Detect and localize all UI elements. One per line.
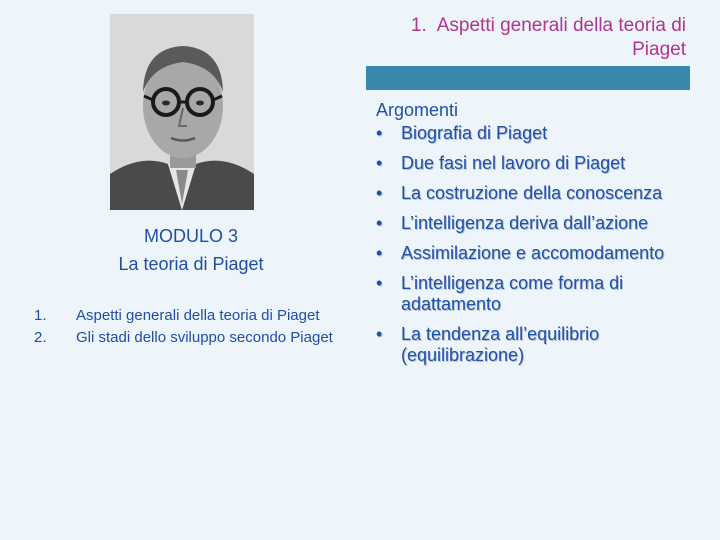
module-subtitle: La teoria di Piaget bbox=[118, 254, 264, 274]
portrait-image bbox=[110, 14, 254, 210]
topics-list bbox=[376, 123, 696, 366]
topic-item bbox=[376, 324, 696, 366]
list-item-text: Aspetti generali della teoria di Piaget bbox=[76, 307, 320, 324]
bullet-icon: • bbox=[376, 123, 383, 143]
bullet-icon: • bbox=[376, 243, 383, 263]
topic-text: La tendenza all’equilibrio (equilibrazione) bbox=[401, 324, 600, 365]
bullet-icon: • bbox=[376, 153, 383, 173]
portrait-photo bbox=[110, 14, 254, 210]
topic-item bbox=[376, 273, 696, 315]
topics-section bbox=[376, 98, 696, 375]
topic-text: L’intelligenza deriva dall’azione bbox=[401, 213, 649, 233]
topic-item bbox=[376, 213, 696, 234]
module-contents-list bbox=[34, 308, 350, 352]
slide-title bbox=[386, 14, 686, 62]
list-item-number: 1. bbox=[34, 307, 47, 324]
bullet-icon: • bbox=[376, 273, 383, 293]
list-item bbox=[34, 330, 350, 346]
topic-text: La costruzione della conoscenza bbox=[401, 183, 663, 203]
topic-text: L’intelligenza come forma di adattamento bbox=[401, 273, 624, 314]
topic-item bbox=[376, 183, 696, 204]
bullet-icon: • bbox=[376, 324, 383, 344]
topic-item bbox=[376, 123, 696, 144]
topics-heading: Argomenti bbox=[376, 100, 459, 120]
topic-text: Biografia di Piaget bbox=[401, 123, 548, 143]
module-label: MODULO 3 bbox=[143, 226, 239, 246]
topic-text: Due fasi nel lavoro di Piaget bbox=[401, 153, 626, 173]
topic-text: Assimilazione e accomodamento bbox=[401, 243, 665, 263]
topic-item bbox=[376, 243, 696, 264]
list-item bbox=[34, 308, 350, 324]
list-item-number: 2. bbox=[34, 329, 47, 346]
slide-title-number: 1. bbox=[410, 15, 427, 36]
list-item-text: Gli stadi dello sviluppo secondo Piaget bbox=[76, 329, 333, 346]
accent-bar bbox=[366, 66, 690, 90]
bullet-icon: • bbox=[376, 213, 383, 233]
slide-title-text: Aspetti generali della teoria di Piaget bbox=[436, 15, 686, 60]
module-heading bbox=[60, 222, 322, 278]
bullet-icon: • bbox=[376, 183, 383, 203]
topic-item bbox=[376, 153, 696, 174]
